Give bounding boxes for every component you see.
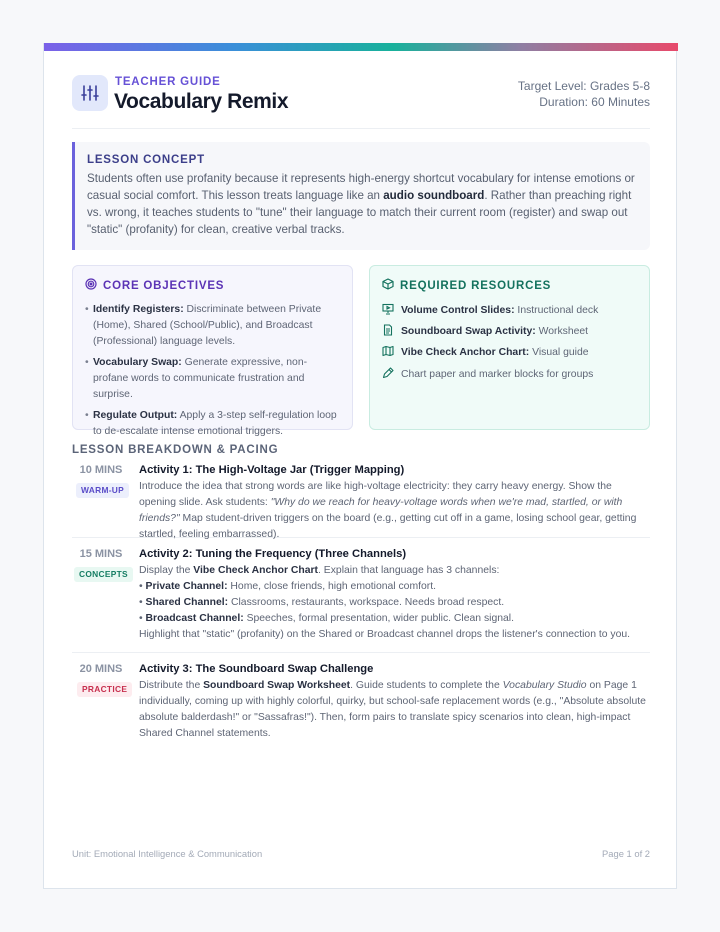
lesson-concept	[72, 142, 650, 250]
page-number: Page 1 of 2	[602, 848, 650, 859]
list-item: • Private Channel: Home, close friends, high emotional comfort.	[139, 581, 437, 592]
pen-icon	[382, 367, 394, 382]
target-icon	[85, 278, 97, 293]
sliders-icon	[72, 75, 108, 111]
activity-description: Introduce the idea that strong words are like high-voltage electricity: they carry heavy energy. Show the opening slide. Ask students: "Why do we reach for heavy-voltage words when we're mad, startled, or with friends?" Map student-driven triggers on the board (e.g., getting cut off in a game, losing school gear, getting startled, feeling embarrassed).	[139, 481, 637, 540]
unit-label: Unit: Emotional Intelligence & Communication	[72, 848, 263, 859]
resources-heading: REQUIRED RESOURCES	[400, 279, 552, 292]
page-title: Vocabulary Remix	[114, 90, 289, 113]
activity-row	[72, 663, 650, 743]
list-item: • Regulate Output: Apply a 3-step self-regulation loop to de-escalate intense emotional triggers.	[85, 408, 340, 440]
eyebrow-label: TEACHER GUIDE	[115, 76, 221, 88]
list-item: • Identify Registers: Discriminate between Private (Home), Shared (School/Public), and Broadcast (Professional) language levels.	[85, 302, 340, 350]
list-item: • Shared Channel: Classrooms, restaurants, workspace. Needs broad respect.	[139, 597, 505, 608]
document-icon	[382, 324, 394, 339]
lesson-page	[43, 43, 677, 889]
activity-description: Display the Vibe Check Anchor Chart. Explain that language has 3 channels:	[139, 565, 500, 576]
gradient-top-bar	[44, 43, 678, 51]
core-objectives-card	[72, 265, 353, 437]
list-item: Volume Control Slides: Instructional deck	[382, 302, 637, 318]
list-item: • Vocabulary Swap: Generate expressive, non-profane words to communicate frustration and surprise.	[85, 355, 340, 403]
activity-time: 10 MINS	[79, 464, 123, 476]
status-badge: CONCEPTS	[74, 567, 133, 582]
list-item: Soundboard Swap Activity: Worksheet	[382, 323, 637, 339]
status-badge: WARM-UP	[76, 483, 129, 498]
required-resources-card	[369, 265, 650, 430]
target-level: Target Level: Grades 5-8	[517, 79, 650, 93]
activity-title: Activity 1: The High-Voltage Jar (Trigger Mapping)	[139, 464, 405, 476]
activity-time: 20 MINS	[79, 663, 123, 675]
activity-description: Distribute the Soundboard Swap Worksheet. Guide students to complete the Vocabulary Studio on Page 1 individually, coming up with highly colorful, quirky, but school-safe replacement words (e.g., "Absolute absolute absolute balderdash!" or "Sassafras!"). Then, form pairs to translate spicy scenarios into clean, high-impact Shared Channel statements.	[139, 680, 646, 739]
page-header	[72, 75, 650, 129]
activity-title: Activity 3: The Soundboard Swap Challenge	[139, 663, 374, 675]
duration: Duration: 60 Minutes	[539, 95, 650, 109]
cube-icon	[382, 278, 394, 293]
concept-text: Students often use profanity because it represents high-energy shortcut vocabulary for intense emotions or casual social comfort. This lesson treats language like an audio soundboard. Rather than preaching right vs. wrong, it teaches students to "tune" their language to match their current room (register) and swap out "static" (profanity) for clean, creative verbal tracks.	[87, 172, 635, 236]
activity-row	[72, 464, 650, 538]
lesson-meta	[518, 78, 650, 110]
status-badge: PRACTICE	[77, 682, 132, 697]
activity-row	[72, 548, 650, 653]
concept-heading: LESSON CONCEPT	[87, 154, 205, 166]
map-icon	[382, 345, 394, 360]
page-footer	[72, 848, 650, 859]
activity-title: Activity 2: Tuning the Frequency (Three Channels)	[139, 548, 407, 560]
objectives-heading: CORE OBJECTIVES	[103, 279, 225, 292]
presentation-icon	[382, 303, 394, 318]
list-item: Vibe Check Anchor Chart: Visual guide	[382, 345, 637, 361]
objectives-list	[85, 302, 340, 440]
activity-time: 15 MINS	[79, 548, 123, 560]
activity-closing: Highlight that "static" (profanity) on the Shared or Broadcast channel drops the listener's connection to you.	[139, 629, 631, 640]
list-item: Chart paper and marker blocks for groups	[382, 366, 637, 382]
list-item: • Broadcast Channel: Speeches, formal presentation, wider public. Clean signal.	[139, 613, 514, 624]
breakdown-heading: LESSON BREAKDOWN & PACING	[72, 444, 279, 456]
